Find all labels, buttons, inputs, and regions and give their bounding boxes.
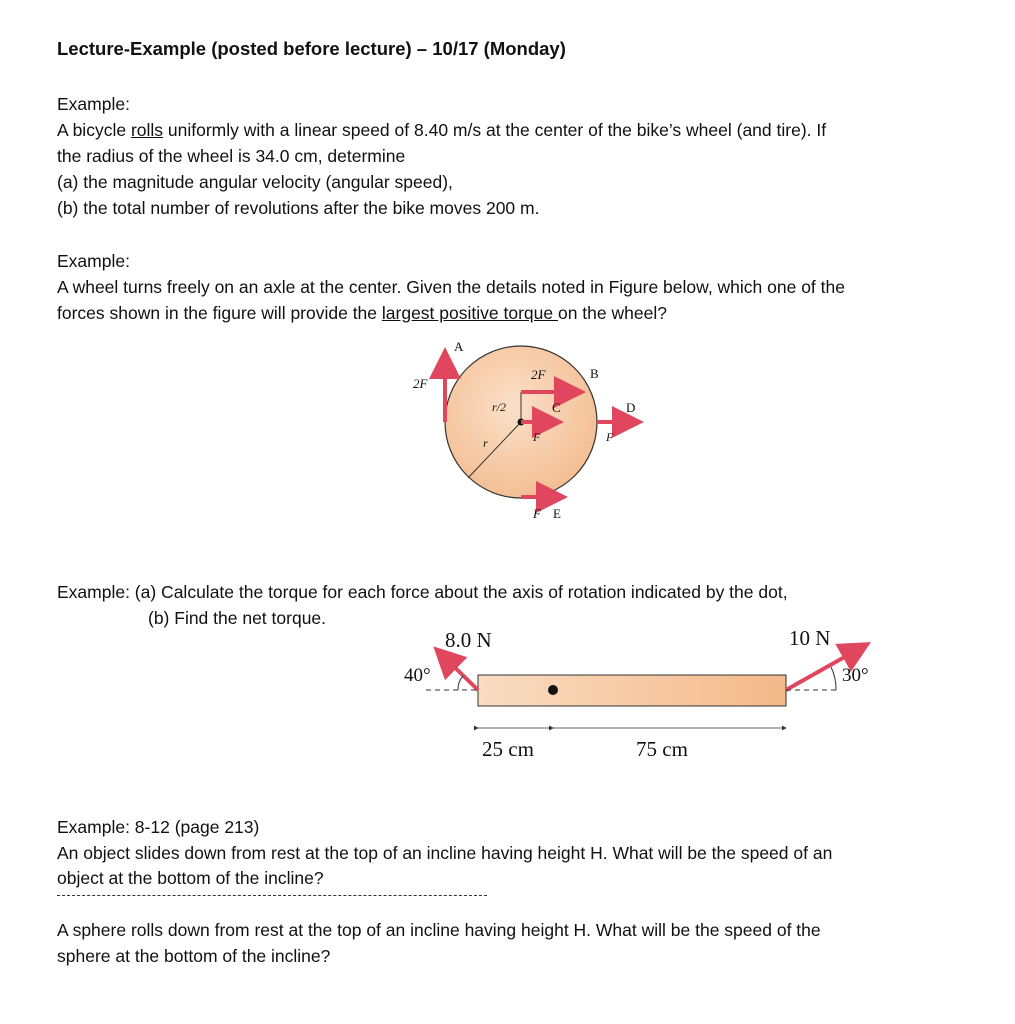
label-r: r — [483, 436, 488, 450]
label-r-half: r/2 — [492, 400, 507, 414]
label-f-right: F — [606, 430, 614, 444]
ex4-line1: Example: 8-12 (page 213) — [57, 817, 260, 837]
ex2-line2 — [57, 300, 667, 326]
ex2-line2-pre: forces shown in the figure will provide the — [57, 303, 382, 323]
dashed-divider — [57, 895, 487, 896]
angle-left-label: 40° — [404, 665, 431, 686]
label-2f-left: 2F — [413, 376, 428, 391]
angle-arc-left — [458, 676, 463, 690]
ex1-line1-pre: A bicycle — [57, 120, 131, 140]
dist-left-label: 25 cm — [482, 737, 534, 761]
ex4-line3: object at the bottom of the incline? — [57, 868, 324, 888]
ex1-line1 — [57, 117, 826, 143]
angle-right-label: 30° — [842, 665, 869, 686]
label-a: A — [454, 339, 464, 354]
label-f-mid: F — [533, 430, 541, 444]
ex1-line1-post: uniformly with a linear speed of 8.40 m/s at the center of the bike’s wheel (and tire). If — [163, 120, 827, 140]
ex3-line2: (b) Find the net torque. — [148, 608, 327, 628]
beam-figure — [395, 620, 895, 770]
beam — [478, 675, 786, 706]
label-b: B — [590, 366, 599, 381]
ex1-heading: Example: — [57, 94, 130, 114]
page-title: Lecture-Example (posted before lecture) – 10/17 (Monday) — [57, 38, 566, 59]
label-d: D — [626, 400, 636, 415]
ex4-line4: A sphere rolls down from rest at the top of an incline having height H. What will be the speed of the — [57, 920, 821, 940]
angle-arc-right — [831, 667, 836, 690]
ex2-line2-post: on the wheel? — [557, 303, 667, 323]
ex1-line3: (a) the magnitude angular velocity (angular speed), — [57, 172, 453, 192]
label-e: E — [553, 506, 561, 521]
force-left-label: 8.0 N — [445, 628, 492, 652]
ex3-line1: Example: (a) Calculate the torque for each force about the axis of rotation indicated by the dot, — [57, 582, 788, 602]
ex2-heading: Example: — [57, 251, 130, 271]
wheel-figure — [400, 335, 660, 530]
label-2f-top: 2F — [531, 367, 546, 382]
label-c: C — [552, 400, 561, 415]
ex4-line5: sphere at the bottom of the incline? — [57, 946, 331, 966]
ex2-line1: A wheel turns freely on an axle at the center. Given the details noted in Figure below, which one of the — [57, 277, 845, 297]
dist-right-label: 75 cm — [636, 737, 688, 761]
force-right-label: 10 N — [789, 626, 831, 650]
ex1-line2: the radius of the wheel is 34.0 cm, determine — [57, 146, 406, 166]
ex4-line2: An object slides down from rest at the top of an incline having height H. What will be the speed of an — [57, 843, 833, 863]
label-f-bottom: F — [533, 506, 541, 521]
ex1-rolls-underlined: rolls — [130, 120, 164, 140]
ex2-underlined: largest positive torque — [381, 303, 558, 323]
pivot-dot — [548, 685, 558, 695]
ex1-line4: (b) the total number of revolutions after the bike moves 200 m. — [57, 198, 540, 218]
